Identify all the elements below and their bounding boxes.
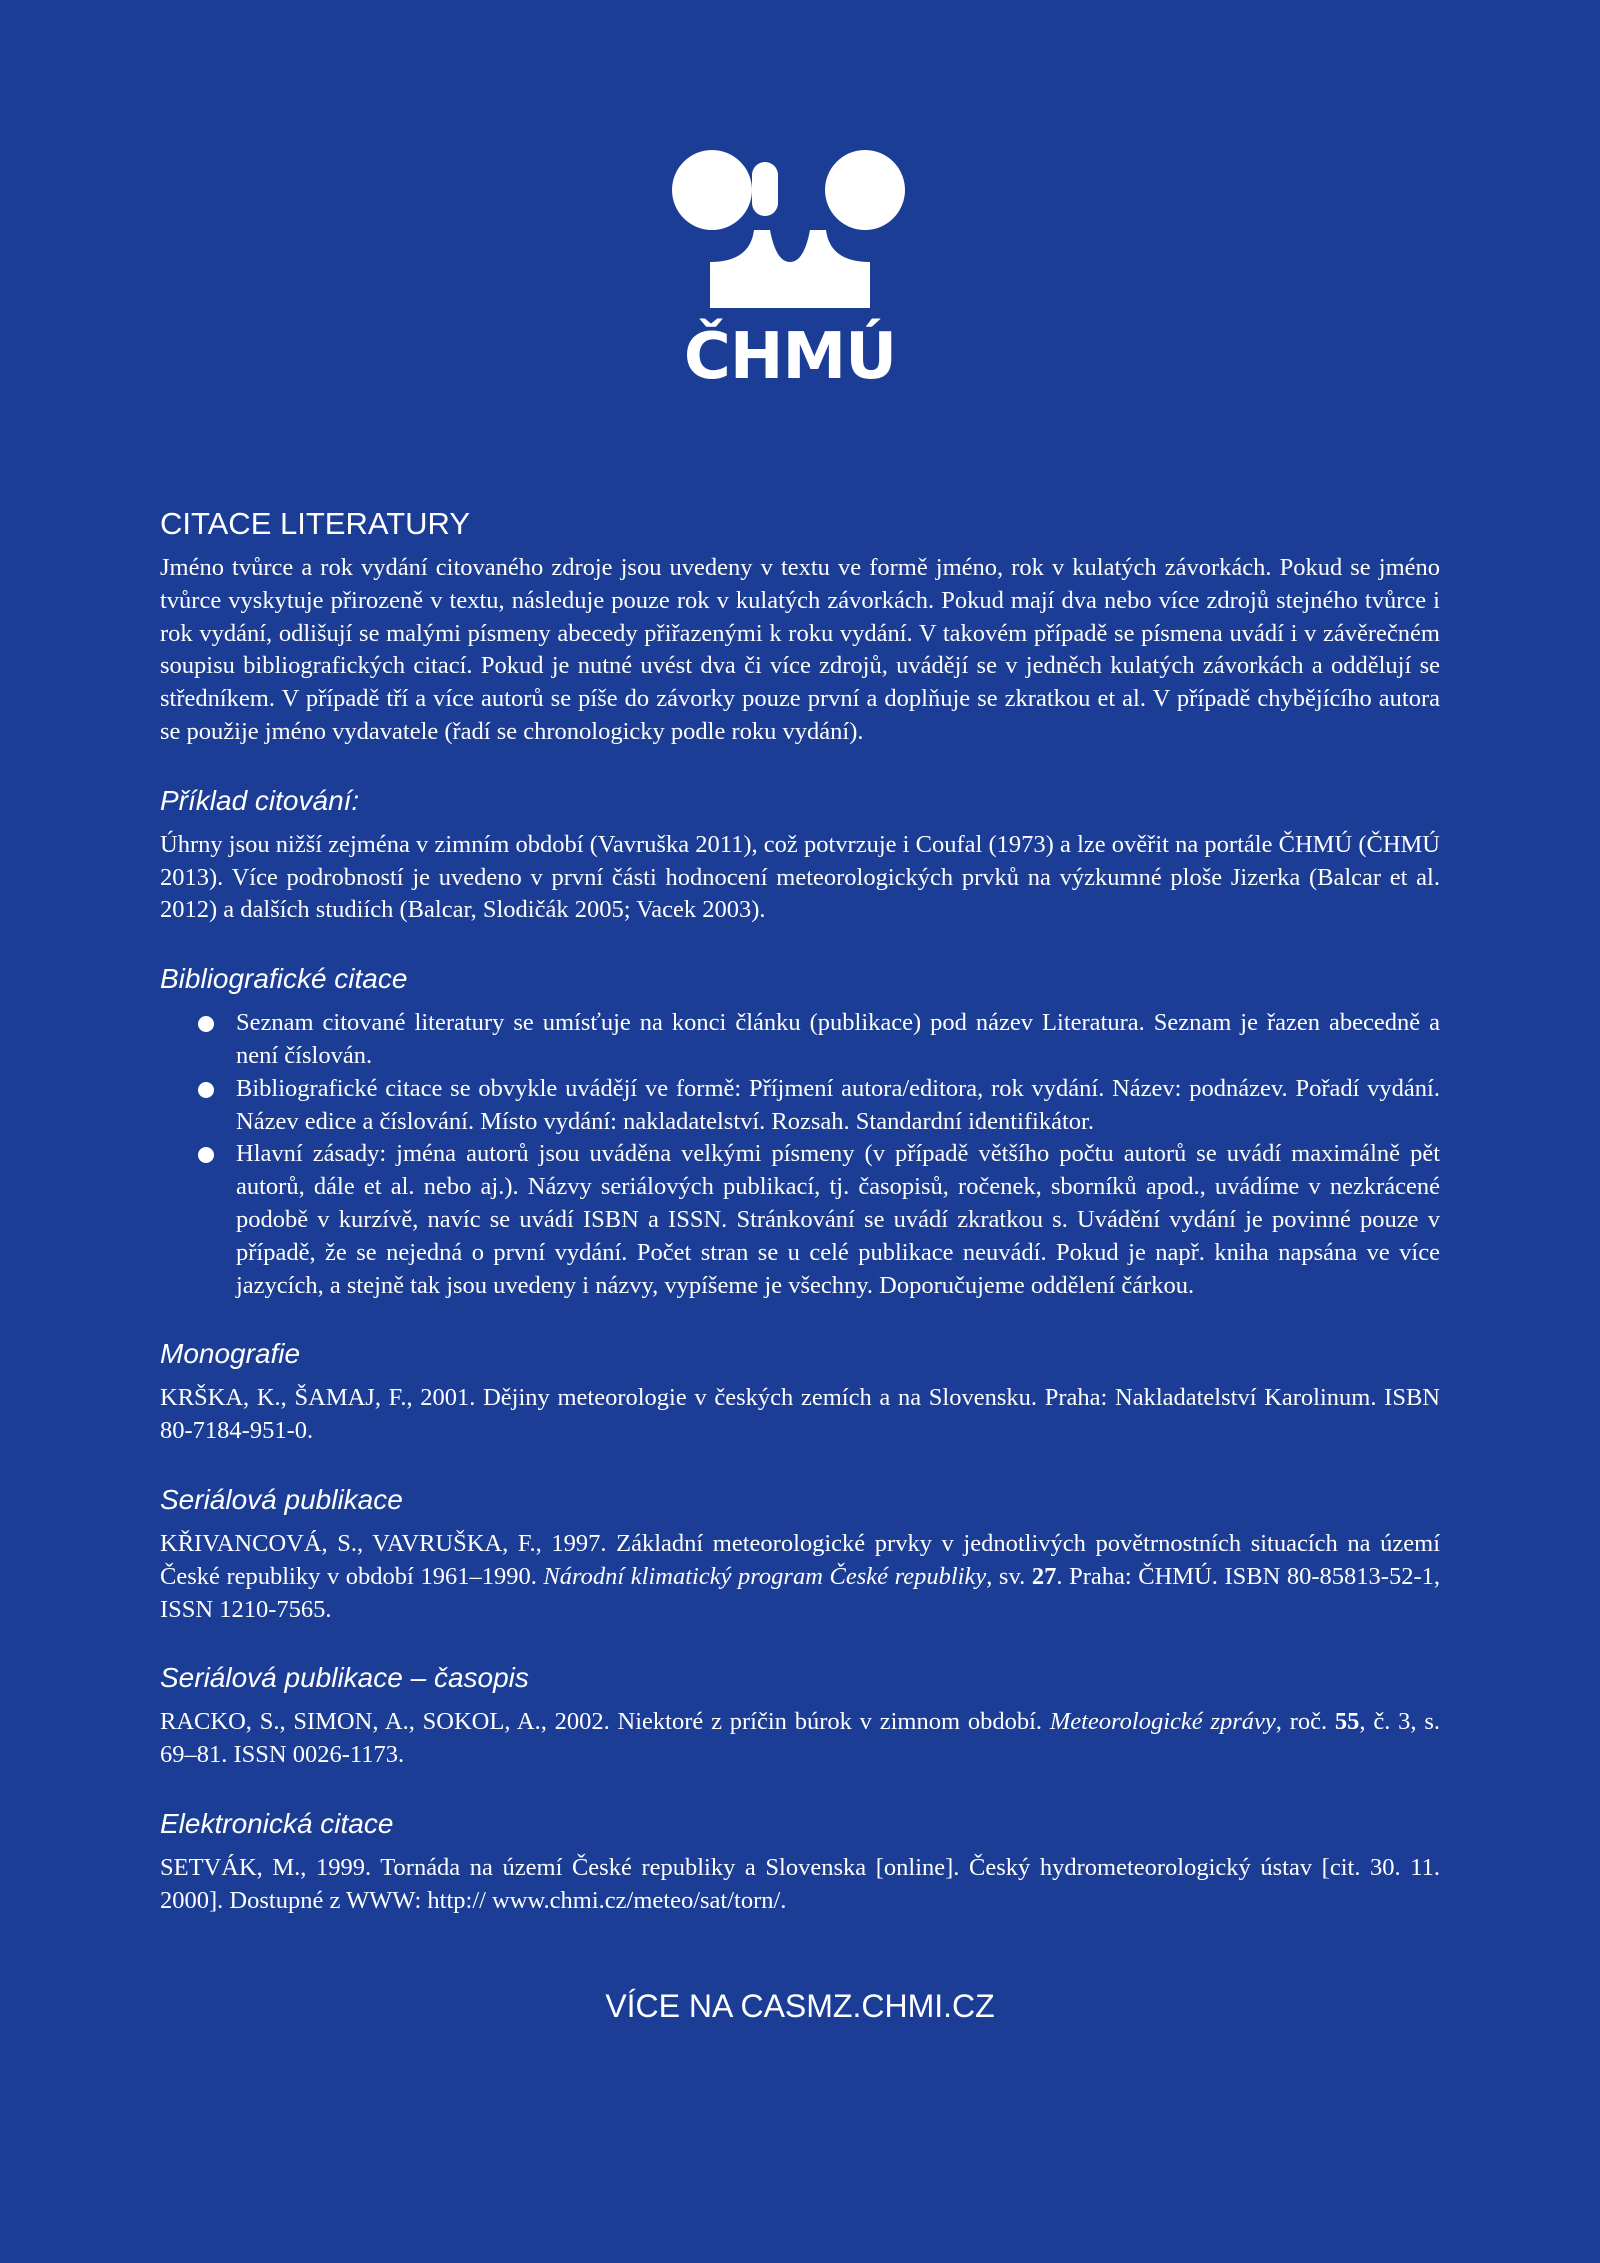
citation-text: KŘIVANCOVÁ, S., VAVRUŠKA, F., 1997. Základní meteorologické prvky v jednotlivých povětrnostních situacích na území České republiky v období 1961–1990. xyxy=(160,1529,1440,1590)
bibliographic-heading: Bibliografické citace xyxy=(160,963,408,995)
list-item xyxy=(160,1007,1440,1073)
logo xyxy=(672,150,908,395)
example-paragraph: Úhrny jsou nižší zejména v zimním období (Vavruška 2011), což potvrzuje i Coufal (1973) a lze ověřit na portále ČHMÚ (ČHMÚ 2013). Více podrobností je uvedeno v první části hodnocení meteorologických prvků na výzkumné ploše Jizerka (Balcar et al. 2012) a dalších studiích (Balcar, Slodičák 2005; Vacek 2003). xyxy=(160,830,1440,924)
page-title: CITACE LITERATURY xyxy=(160,506,471,541)
citation-text: , č. 3, s. 69–81. ISSN 0026-1173. xyxy=(160,1708,1440,1769)
serial-heading: Seriálová publikace xyxy=(160,1483,403,1515)
citation-text: , sv. xyxy=(986,1562,1032,1590)
bibliographic-list xyxy=(160,1007,1440,1302)
main-content xyxy=(160,504,1440,1918)
electronic-heading: Elektronická citace xyxy=(160,1807,394,1839)
example-heading: Příklad citování: xyxy=(160,784,360,816)
list-item xyxy=(160,1073,1440,1139)
monograph-citation: KRŠKA, K., ŠAMAJ, F., 2001. Dějiny meteorologie v českých zemích a na Slovensku. Praha: Nakladatelství Karolinum. ISBN 80-7184-951-0. xyxy=(160,1384,1440,1445)
electronic-citation: SETVÁK, M., 1999. Tornáda na území České republiky a Slovenska [online]. Český hydrometeorologický ústav [cit. 30. 11. 2000]. Dostupné z WWW: http:// www.chmi.cz/meteo/sat/torn/. xyxy=(160,1853,1440,1914)
citation-text: , roč. xyxy=(1275,1708,1335,1736)
bullet-icon xyxy=(198,1147,214,1163)
bullet-icon xyxy=(198,1016,214,1032)
journal-section xyxy=(160,1660,1440,1772)
citation-volume: 27 xyxy=(1031,1562,1057,1590)
monograph-section xyxy=(160,1336,1440,1448)
electronic-section xyxy=(160,1806,1440,1918)
example-section xyxy=(160,783,1440,927)
citation-volume: 55 xyxy=(1334,1708,1360,1736)
list-item xyxy=(160,1138,1440,1302)
serial-section xyxy=(160,1482,1440,1626)
list-item-text: Seznam citované literatury se umísťuje na konci článku (publikace) pod název Literatura. Seznam je řazen abecedně a není číslován. xyxy=(236,1009,1440,1069)
list-item-text: Bibliografické citace se obvykle uvádějí ve formě: Příjmení autora/editora, rok vydání. Název: podnázev. Pořadí vydání. Název edice a číslování. Místo vydání: nakladatelství. Rozsah. Standardní identifikátor. xyxy=(236,1074,1440,1135)
intro-paragraph: Jméno tvůrce a rok vydání citovaného zdroje jsou uvedeny v textu ve formě jméno, rok v kulatých závorkách. Pokud se jméno tvůrce vyskytuje přirozeně v textu, následuje pouze rok v kulatých závorkách. Pokud mají dva nebo více zdrojů stejného tvůrce i rok vydání, odlišují se malými písmeny abecedy přiřazenými k roku vydání. V takovém případě se písmena uvádí i v závěrečném soupisu bibliografických citací. Pokud je nutné uvést dva či více zdrojů, uvádějí se v jedněch kulatých závorkách a oddělují se středníkem. V případě tří a více autorů se píše do závorky pouze první a doplňuje se zkratkou et al. V případě chybějícího autora se použije jméno vydavatele (řadí se chronologicky podle roku vydání). xyxy=(160,554,1440,745)
bullet-icon xyxy=(198,1082,214,1098)
journal-citation xyxy=(160,1706,1440,1772)
logo-text: ČHMÚ xyxy=(683,320,897,394)
footer-website-link[interactable]: VÍCE NA CASMZ.CHMI.CZ xyxy=(605,1988,995,2024)
monograph-heading: Monografie xyxy=(160,1338,301,1370)
list-item-text: Hlavní zásady: jména autorů jsou uváděna velkými písmeny (v případě většího počtu autorů se uvádí maximálně pět autorů, dále et al. nebo aj.). Názvy seriálových publikací, tj. časopisů, ročenek, sborníků apod., uvádíme v nezkrácené podobě v kurzívě, navíc se uvádí ISBN a ISSN. Stránkování se uvádí zkratkou s. Uvádění vydání je povinné pouze v případě, že se nejedná o první vydání. Počet stran se u celé publikace neuvádí. Pokud je např. kniha napsána ve více jazycích, a stejně tak jsou uvedeny i názvy, vypíšeme je všechny. Doporučujeme oddělení čárkou. xyxy=(236,1140,1440,1299)
serial-citation xyxy=(160,1528,1440,1626)
citation-text: RACKO, S., SIMON, A., SOKOL, A., 2002. Niektoré z príčin búrok v zimnom období. xyxy=(160,1708,1050,1736)
citation-text: . Praha: ČHMÚ. ISBN 80-85813-52-1, ISSN 1210-7565. xyxy=(160,1562,1440,1623)
citation-series-title: Národní klimatický program České republiky xyxy=(543,1562,987,1590)
bibliographic-section xyxy=(160,961,1440,1302)
citation-journal-title: Meteorologické zprávy xyxy=(1049,1708,1276,1736)
chmu-logo-icon xyxy=(672,150,908,310)
journal-heading: Seriálová publikace – časopis xyxy=(160,1662,529,1694)
